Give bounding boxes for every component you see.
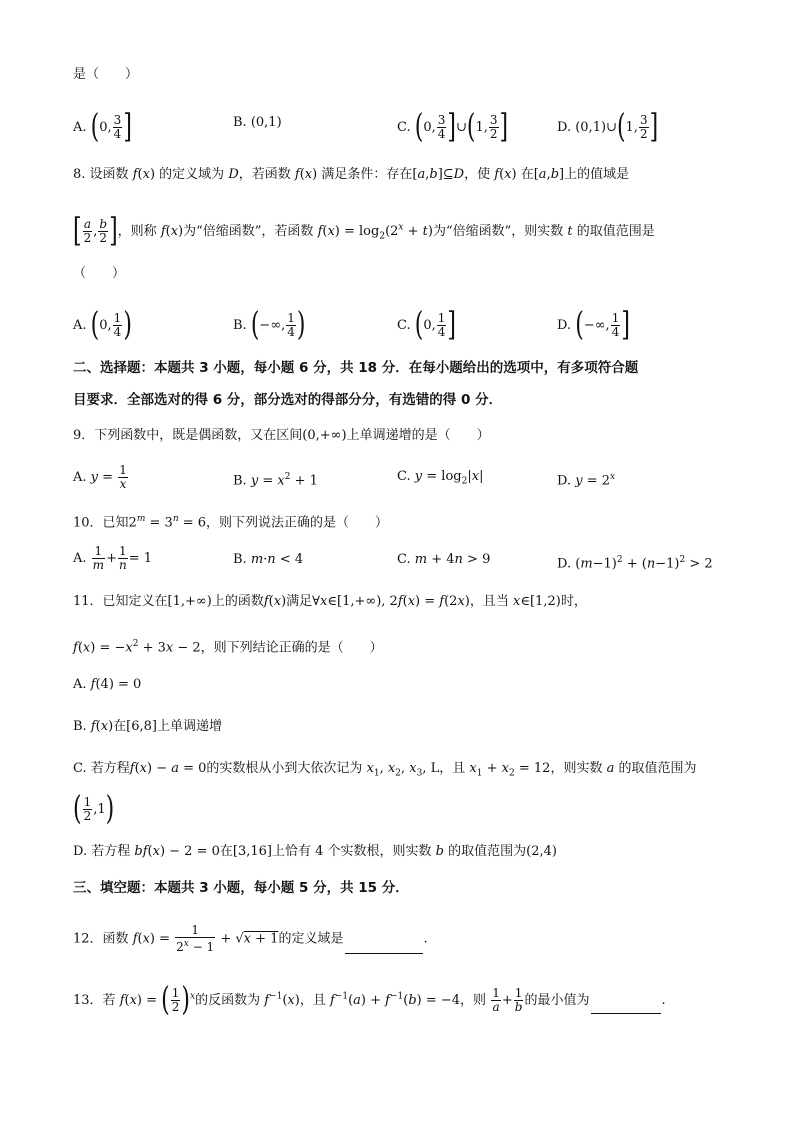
q8-option-a: A. (0, $\frac{1}{4}$ ) [73,306,132,344]
q7-option-d: D. (0,1)∪(1, $\frac{3}{2}$ ] [557,108,659,146]
bracket: ] [123,108,132,146]
option-label: D. [557,120,572,135]
q8-option-d: D. (−∞, $\frac{1}{4}$ ] [557,306,630,344]
q13-stem: 13．若 f(x) = ( $\frac{1}{2}$ )$^x$的反函数为 $f^{-1}(x)$，且 $f^{-1}(a) + f^{-1}(b) = -4$，则 $\frac{1}{a}$ + $\frac{1}{b}$ 的最小值为 . [73,981,666,1019]
q10-stem: 10．已知$2^m = 3^n = 6$，则下列说法正确的是（ ） [73,514,389,531]
q9-option-d: D. $y = 2^x$ [557,472,616,489]
q7-option-c: C. (0, $\frac{3}{4}$ ]∪(1, $\frac{3}{2}$ ] [397,108,509,146]
q9-option-c: C. $y = \log_2|x|$ [397,469,484,487]
section2-heading-line2: 目要求．全部选对的得 6 分，部分选对的得部分分，有选错的得 0 分． [73,392,503,408]
q9-option-b: B. $y = x^2 + 1$ [233,472,318,489]
q11-stem-line2: $f(x) = -x^2 + 3x - 2$，则下列结论正确的是（ ） [73,639,383,656]
q11-option-c-range: ( $\frac{1}{2}$ ,1) [73,790,115,828]
q7-tail [73,66,138,84]
q11-option-d: D. 若方程 bf(x) − 2 = 0在[3,16]上恰有 4 个实数根，则实数 b 的取值范围为(2,4) [73,844,557,859]
q9-option-a: A. y = $\frac{1}{x}$ [73,463,127,491]
q11-option-b: B. f(x)在[6,8]上单调递增 [73,719,222,734]
answer-blank[interactable] [591,1013,661,1014]
q11-option-c: C. 若方程f(x) − a = 0的实数根从小到大依次记为 $x_1$, $x_2$, $x_3$, L，且 $x_1 + x_2 = 12$，则实数 a 的取值范围为 [73,761,697,779]
q7-option-b: B. (0,1) [233,115,282,130]
q11-stem-line1: 11．已知定义在[1,+∞)上的函数f(x)满足∀x∈[1,+∞), 2f(x) = f(2x)，且当 x∈[1,2)时， [73,594,587,609]
option-label: A. [73,120,87,135]
q10-option-d: D. $(m-1)^2 + (n-1)^2 > 2$ [557,555,713,572]
option-label: C. [397,120,411,135]
q8-line2: [ $\frac{a}{2}$ , $\frac{b}{2}$ ]，则称 f(x)为“倍缩函数”，若函数 $f(x) = \log_2(2^x + t)$为“倍缩函数”，则实数 t 的取值范围是 [73,212,655,250]
option-label: B. [233,115,247,130]
paren: ( [90,108,100,146]
q7-tail-text: 是（ ） [73,67,139,82]
q7-option-a: A. (0, $\frac{3}{4}$ ] [73,108,132,146]
section2-heading-line1: 二、选择题：本题共 3 小题，每小题 6 分，共 18 分．在每小题给出的选项中，有多项符合题 [73,360,639,376]
q8-line1: 8. 设函数 f(x) 的定义域为 D，若函数 f(x) 满足条件：存在[a,b]⊆D，使 f(x) 在[a,b]上的值域是 [73,167,630,182]
q10-option-a: A. $\frac{1}{m}$ + $\frac{1}{n}$ = 1 [73,544,152,572]
q10-option-b: B. m·n < 4 [233,552,304,567]
section3-heading: 三、填空题：本题共 3 小题，每小题 5 分，共 15 分． [73,880,409,896]
q10-option-c: C. m + 4n > 9 [397,552,491,567]
q9-stem: 9．下列函数中，既是偶函数，又在区间(0,+∞)上单调递增的是（ ） [73,428,490,443]
answer-blank[interactable] [345,953,423,954]
q8-option-b: B. (−∞, $\frac{1}{4}$ ) [233,306,306,344]
q12-stem: 12．函数 f(x) = $\frac{1}{2^x - 1}$ + √x + 1的定义域是 . [73,923,428,954]
q11-option-a: A. f(4) = 0 [73,677,142,692]
fraction: $\frac{3}{4}$ [113,113,122,141]
q8-line3: （ ） [73,266,126,281]
q8-option-c: C. (0, $\frac{1}{4}$ ] [397,306,456,344]
